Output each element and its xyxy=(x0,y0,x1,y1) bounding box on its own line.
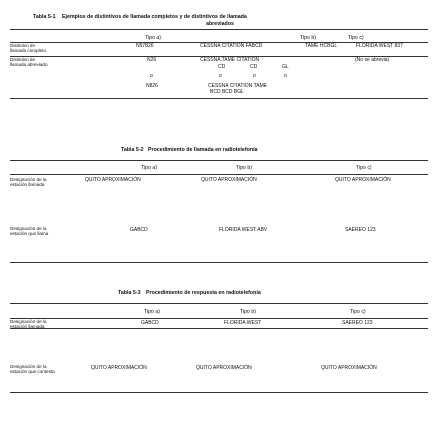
table-5-1-header-a: Tipo a) xyxy=(145,35,161,41)
table-5-2-row2-a: GABCD xyxy=(130,227,148,233)
table-5-1-dot: o xyxy=(284,73,287,79)
table-5-2-header-c: Tipo c) xyxy=(356,165,372,171)
table-5-3-row-rule xyxy=(10,328,428,329)
table-5-2-row1-label: Designación de la estación llamada xyxy=(10,177,47,188)
table-5-1-row1-b: CESSNA CITATION FABCD xyxy=(200,43,263,49)
table-5-3-header-a: Tipo a) xyxy=(144,309,160,315)
table-5-1-row3-a: N826 xyxy=(146,83,158,89)
table-5-3-row1-a: GABCD xyxy=(141,320,159,326)
table-5-2-header-rule xyxy=(10,174,428,175)
table-5-2-row2-label: Designación de la estación que llama xyxy=(10,226,49,237)
table-5-1-row2-b: CESSNA TAME CITATION xyxy=(200,57,260,63)
table-5-2-header-a: Tipo a) xyxy=(141,165,157,171)
table-5-1-top-rule xyxy=(10,29,428,30)
table-5-1-caption-label: Tabla 5-1 xyxy=(33,14,56,20)
table-5-3-row1-label: Designación de la estación llamada xyxy=(10,319,47,330)
table-5-2-caption-label: Tabla 5-2 xyxy=(121,147,144,153)
table-5-1-row1-label: Distintivo de llamada completo xyxy=(10,43,47,54)
table-5-1-header-c: Tipo c) xyxy=(348,35,364,41)
table-5-3-row2-c: QUITO APROXIMACIÓN xyxy=(321,365,377,371)
table-5-2-top-rule xyxy=(10,160,428,161)
table-5-1-row2-sub-1: CD xyxy=(218,64,226,70)
table-5-3-row1-b: FLORIDA WEST xyxy=(224,320,262,326)
table-5-2-row1-b: QUITO APROXIMACIÓN xyxy=(201,177,257,183)
table-5-3-top-rule xyxy=(10,303,428,304)
table-5-2-row2-c: SAEREO 123 xyxy=(345,227,376,233)
table-5-1-dot: o xyxy=(253,73,256,79)
table-5-1-dot: o xyxy=(219,73,222,79)
table-5-1-row1-a: N57826 xyxy=(136,43,154,49)
table-5-1-row1-c: TAME HCBGL xyxy=(305,43,338,49)
table-5-1-dot: o xyxy=(150,73,153,79)
table-5-3-row1-c: SAEREO 123 xyxy=(342,320,373,326)
table-5-1-bottom-rule xyxy=(10,98,428,99)
table-5-2-row1-c: QUITO APROXIMACIÓN xyxy=(335,177,391,183)
table-5-1-row2-c: (No se abrevia) xyxy=(355,57,390,63)
table-5-3-header-b: Tipo b) xyxy=(240,309,256,315)
table-5-1-header-b: Tipo b) xyxy=(300,35,316,41)
table-5-3-row2-b: QUITO APROXIMACIÓN xyxy=(196,365,252,371)
table-5-3-caption-label: Tabla 5-3 xyxy=(118,290,141,296)
table-5-1-row3-b: CESSNA CITATION TAME xyxy=(208,83,268,89)
table-5-2-caption-title: Procedimiento de llamada en radiotelefonía xyxy=(148,147,258,153)
table-5-1-caption-title-cont: abreviados xyxy=(206,21,234,27)
table-5-1-row1-d: FLORIDA WEST 837 xyxy=(356,43,403,49)
table-5-1-row2-a: N26 xyxy=(147,57,157,63)
table-5-1-row2-label: Distintivo de llamada abreviado xyxy=(10,57,48,68)
table-5-1-row2-sub-3: GL xyxy=(282,64,289,70)
table-5-2-row1-a: QUITO APROXIMACIÓN xyxy=(85,177,141,183)
table-5-3-header-rule xyxy=(10,318,428,319)
table-5-3-caption-title: Procedimiento de respuesta en radiotelefonía xyxy=(146,290,261,296)
table-5-1-row3-c: BCD BCD BGL xyxy=(210,89,244,95)
table-5-3-row2-a: QUITO APROXIMACIÓN xyxy=(91,365,147,371)
table-5-2-header-b: Tipo b) xyxy=(236,165,252,171)
table-5-2-row2-b: FLORIDA WEST ABV xyxy=(219,227,268,233)
table-5-1-row2-sub-2: CD xyxy=(250,64,258,70)
table-5-2-bottom-rule xyxy=(10,262,428,263)
table-5-3-header-c: Tipo c) xyxy=(350,309,366,315)
table-5-3-row2-label: Designación de la estación que contesta xyxy=(10,364,55,375)
table-5-3-bottom-rule xyxy=(10,392,428,393)
table-5-1-caption-title: Ejemplos de distintivos de llamada completos y de distintivos de llamada xyxy=(62,14,247,20)
